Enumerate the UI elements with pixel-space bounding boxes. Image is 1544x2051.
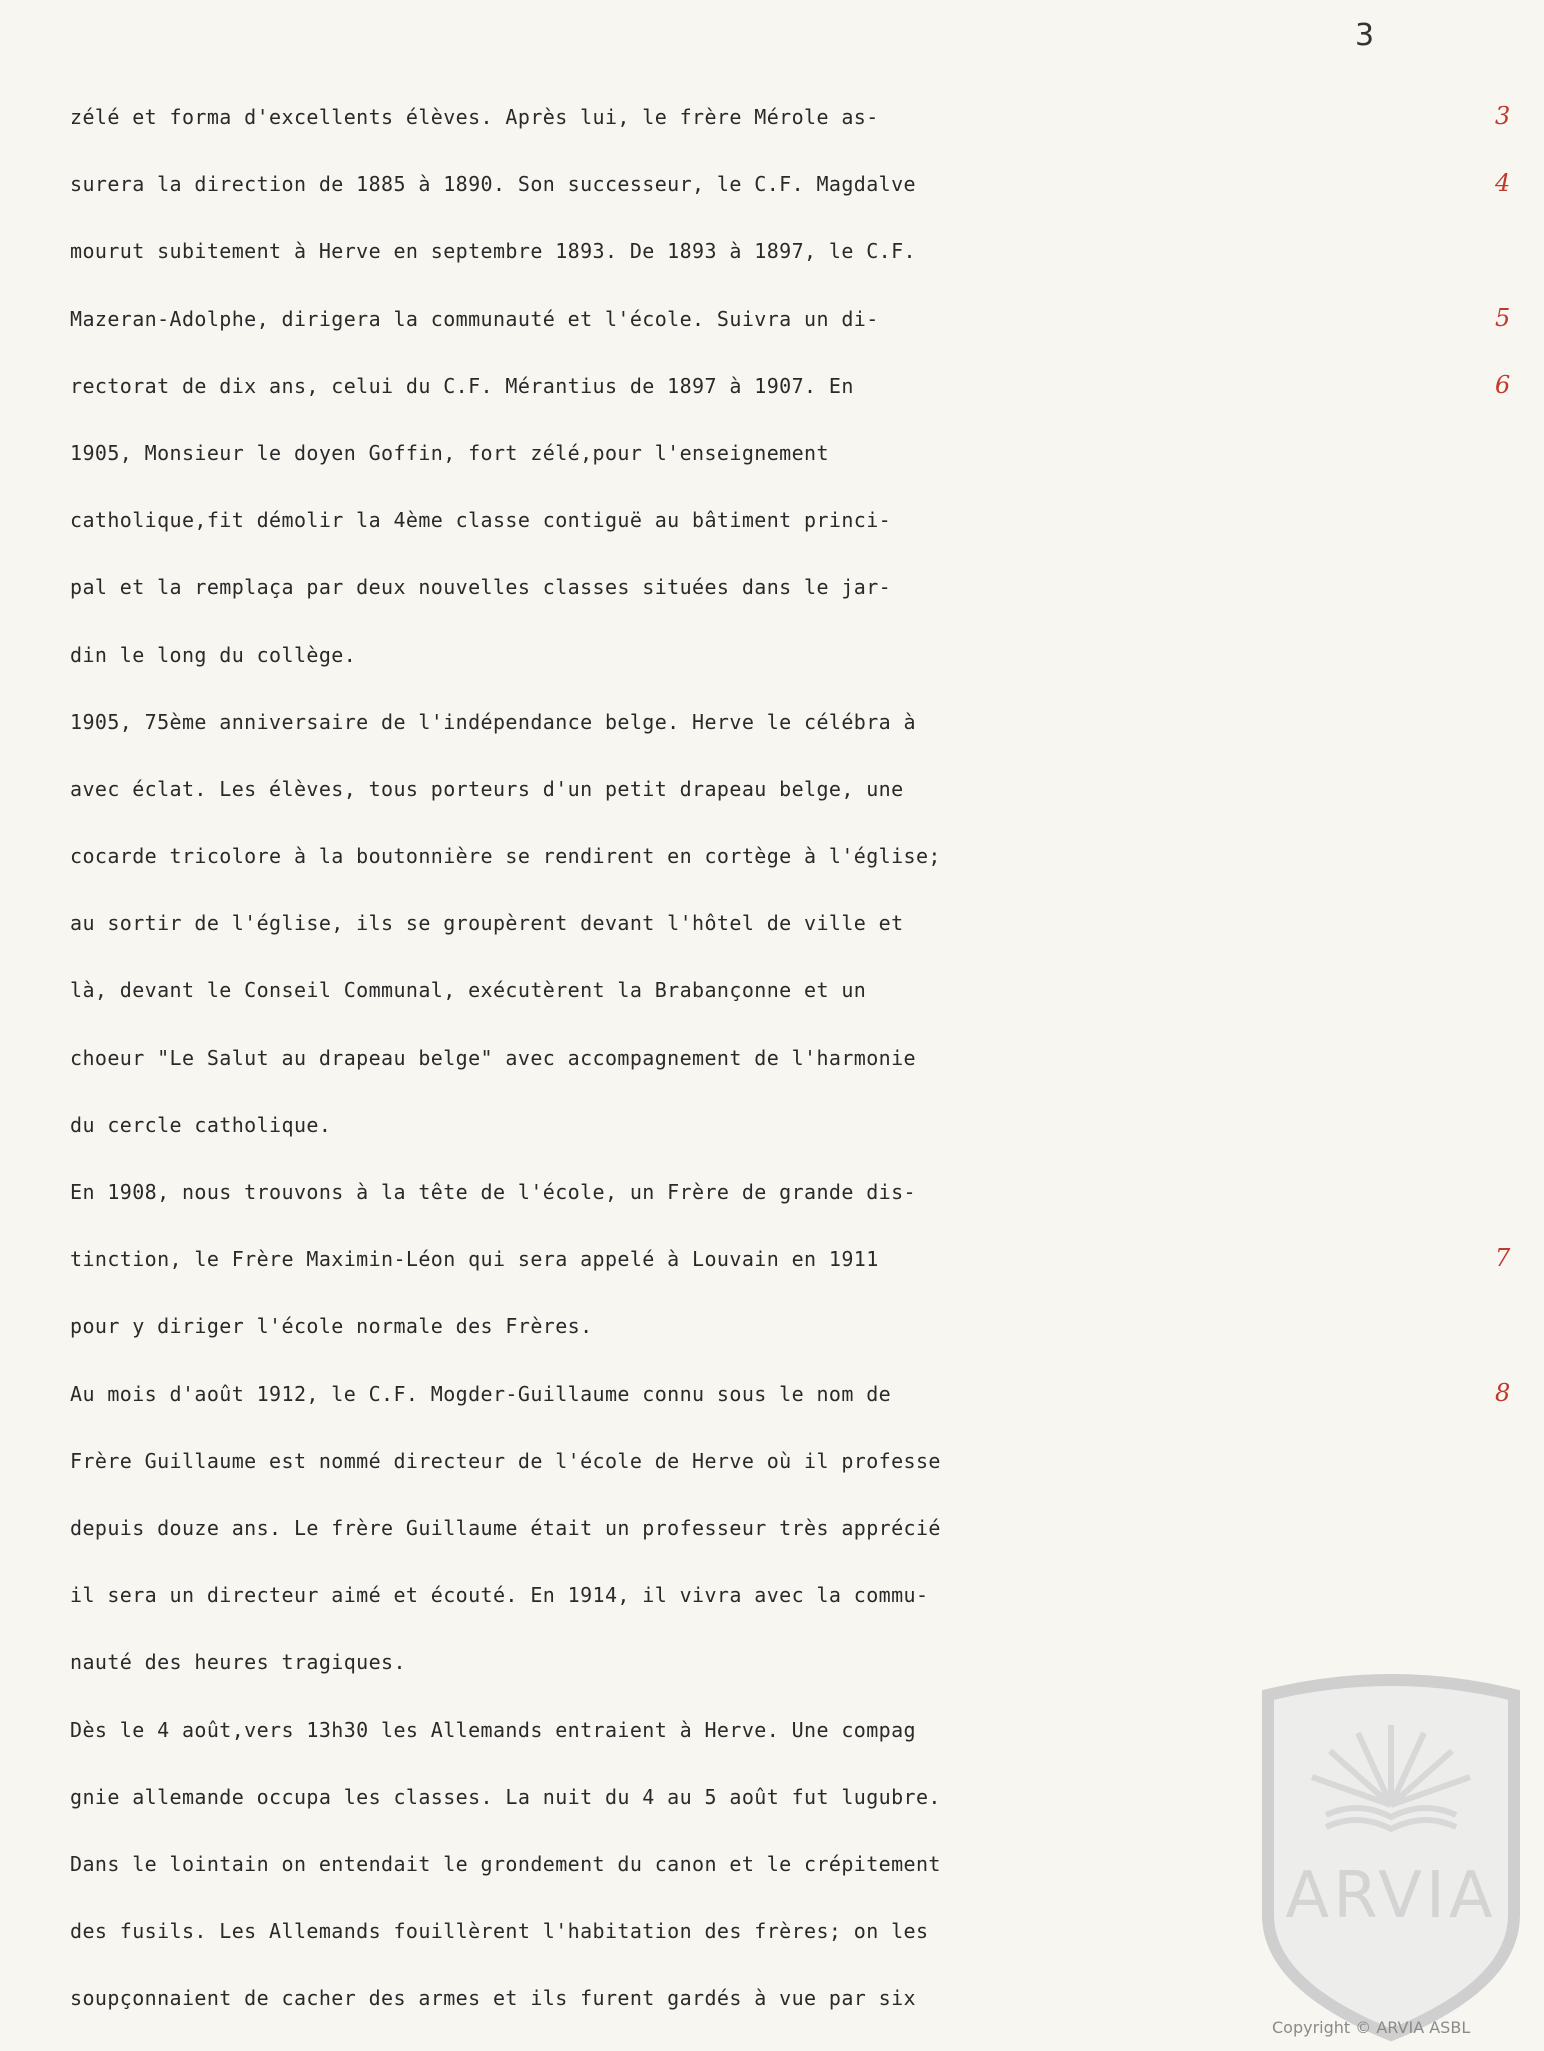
text-line: Au mois d'août 1912, le C.F. Mogder-Guillaume connu sous le nom de <box>70 1381 892 1406</box>
margin-note: 3 <box>1495 102 1511 130</box>
text-line: Dans le lointain on entendait le grondement du canon et le crépitement <box>70 1851 941 1876</box>
text-line: choeur "Le Salut au drapeau belge" avec accompagnement de l'harmonie <box>70 1045 916 1070</box>
text-line: au sortir de l'église, ils se groupèrent devant l'hôtel de ville et <box>70 911 904 936</box>
text-line: surera la direction de 1885 à 1890. Son successeur, le C.F. Magdalve <box>70 172 916 197</box>
text-line: En 1908, nous trouvons à la tête de l'école, un Frère de grande dis- <box>70 1180 916 1204</box>
margin-note: 5 <box>1495 303 1511 332</box>
text-line: Mazeran-Adolphe, dirigera la communauté et l'école. Suivra un di- <box>70 306 879 331</box>
text-line: catholique,fit démolir la 4ème classe contiguë au bâtiment princi- <box>70 508 892 533</box>
copyright-notice: Copyright © ARVIA ASBL <box>1272 2018 1471 2037</box>
margin-note: 8 <box>1495 1378 1511 1407</box>
watermark-logo-text: ARVIA <box>1285 1859 1497 1933</box>
text-line: Frère Guillaume est nommé directeur de l'école de Herve où il professe <box>70 1448 941 1473</box>
text-line: il sera un directeur aimé et écouté. En 1914, il vivra avec la commu- <box>70 1583 929 1608</box>
text-line: mourut subitement à Herve en septembre 1893. De 1893 à 1897, le C.F. <box>70 239 916 264</box>
text-line: soupçonnaient de cacher des armes et ils furent gardés à vue par six <box>70 1986 916 2011</box>
margin-note: 6 <box>1495 370 1511 399</box>
text-line: du cercle catholique. <box>70 1112 332 1137</box>
margin-note: 7 <box>1495 1244 1511 1273</box>
text-line: avec éclat. Les élèves, tous porteurs d'un petit drapeau belge, une <box>70 776 904 801</box>
arvia-watermark-logo <box>1248 1655 1534 2045</box>
text-line: pal et la remplaça par deux nouvelles classes situées dans le jar- <box>70 575 892 600</box>
text-line: zélé et forma d'excellents élèves. Après lui, le frère Mérole as- <box>70 105 879 129</box>
text-line: nauté des heures tragiques. <box>70 1650 406 1675</box>
shield-icon <box>1248 1655 1534 2045</box>
text-line: Dès le 4 août,vers 13h30 les Allemands entraient à Herve. Une compag <box>70 1717 916 1742</box>
margin-note: 4 <box>1495 169 1511 198</box>
text-line: 1905, Monsieur le doyen Goffin, fort zélé,pour l'enseignement <box>70 440 829 465</box>
text-line: cocarde tricolore à la boutonnière se rendirent en cortège à l'église; <box>70 844 941 869</box>
text-line: tinction, le Frère Maximin-Léon qui sera appelé à Louvain en 1911 <box>70 1247 879 1272</box>
page-number: 3 <box>1355 18 1375 53</box>
text-line: din le long du collège. <box>70 642 357 667</box>
text-line: rectorat de dix ans, celui du C.F. Mérantius de 1897 à 1907. En <box>70 373 854 398</box>
text-line: gnie allemande occupa les classes. La nuit du 4 au 5 août fut lugubre. <box>70 1784 941 1809</box>
text-line: là, devant le Conseil Communal, exécutèrent la Brabançonne et un <box>70 978 867 1003</box>
text-line: des fusils. Les Allemands fouillèrent l'habitation des frères; on les <box>70 1919 929 1944</box>
text-line: depuis douze ans. Le frère Guillaume était un professeur très apprécié <box>70 1515 941 1540</box>
text-line: 1905, 75ème anniversaire de l'indépendance belge. Herve le célébra à <box>70 709 916 734</box>
text-line: pour y diriger l'école normale des Frères. <box>70 1314 593 1339</box>
